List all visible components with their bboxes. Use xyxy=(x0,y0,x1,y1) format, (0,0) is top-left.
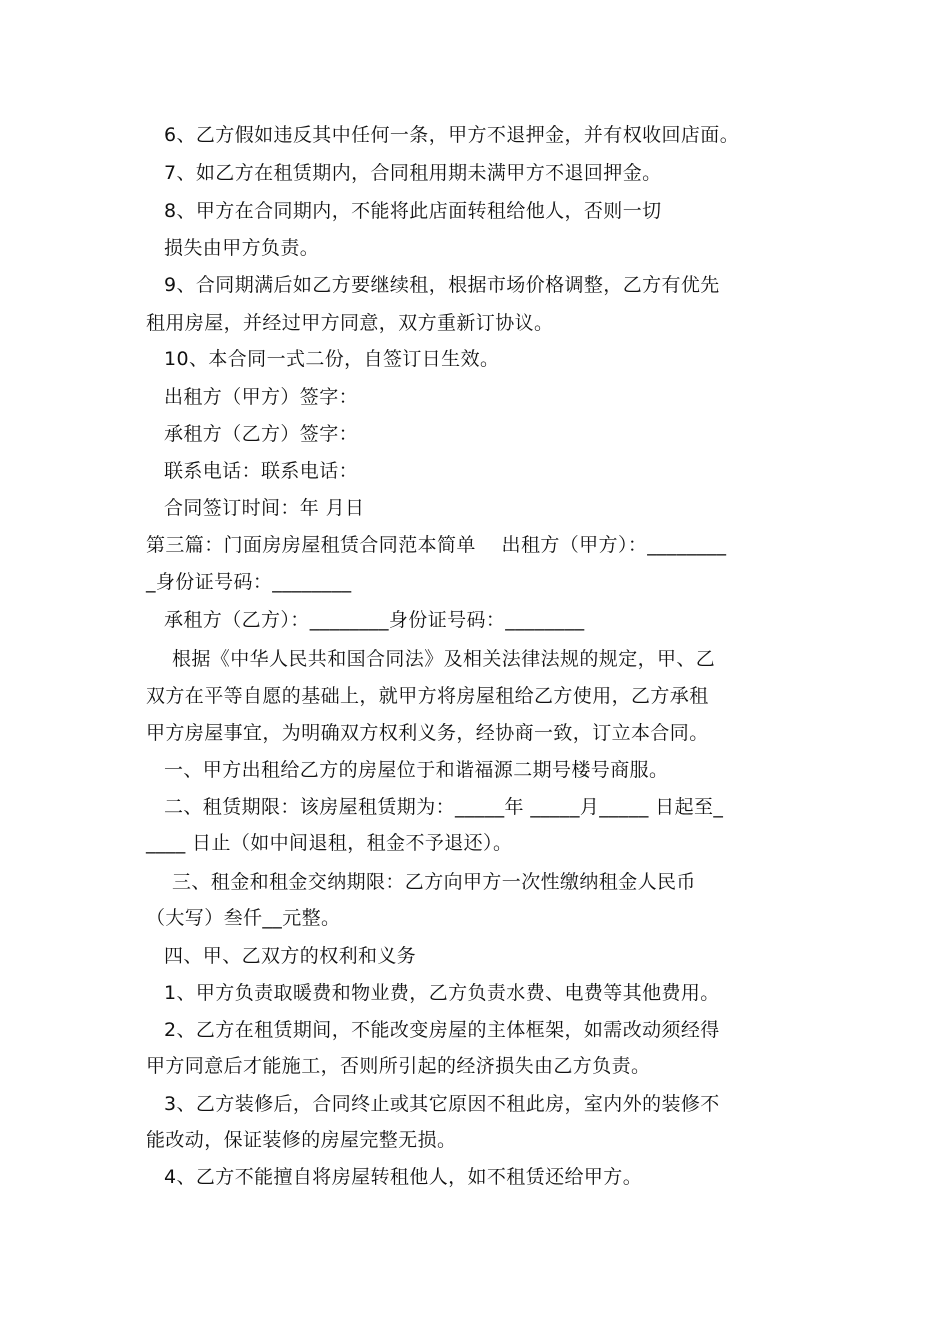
section-three-heading: 第三篇：门面房房屋租赁合同范本简单 出租方（甲方）：________ xyxy=(146,534,727,556)
article-one: 一、甲方出租给乙方的房屋位于和谐福源二期号楼号商服。 xyxy=(164,759,669,781)
clause-9-continued: 租用房屋，并经过甲方同意，双方重新订协议。 xyxy=(146,312,554,334)
clause-9: 9、合同期满后如乙方要继续租，根据市场价格调整，乙方有优先 xyxy=(164,274,720,296)
clause-8: 8、甲方在合同期内，不能将此店面转租给他人，否则一切 xyxy=(164,200,662,222)
article-four-item-3-continued: 能改动，保证装修的房屋完整无损。 xyxy=(146,1129,457,1151)
signing-date: 合同签订时间：年 月日 xyxy=(164,497,365,519)
lessor-signature: 出租方（甲方）签字： xyxy=(164,386,359,408)
clause-10: 10、本合同一式二份，自签订日生效。 xyxy=(164,348,500,370)
article-two: 二、租赁期限：该房屋租赁期为：_____年 _____月_____ 日起至_ xyxy=(164,796,724,818)
preamble-line-3: 甲方房屋事宜，为明确双方权利义务，经协商一致，订立本合同。 xyxy=(146,722,709,744)
clause-6: 6、乙方假如违反其中任何一条，甲方不退押金，并有权收回店面。 xyxy=(164,124,740,146)
lessee-signature: 承租方（乙方）签字： xyxy=(164,423,359,445)
preamble-line-2: 双方在平等自愿的基础上，就甲方将房屋租给乙方使用，乙方承租 xyxy=(146,685,709,707)
article-four-item-2: 2、乙方在租赁期间，不能改变房屋的主体框架，如需改动须经得 xyxy=(164,1019,720,1041)
clause-7: 7、如乙方在租赁期内，合同租用期未满甲方不退回押金。 xyxy=(164,162,662,184)
article-four-heading: 四、甲、乙双方的权利和义务 xyxy=(164,945,417,967)
article-four-item-4: 4、乙方不能擅自将房屋转租他人，如不租赁还给甲方。 xyxy=(164,1166,643,1188)
article-four-item-1: 1、甲方负责取暖费和物业费，乙方负责水费、电费等其他费用。 xyxy=(164,982,720,1004)
preamble-line-1: 根据《中华人民共和国合同法》及相关法律法规的规定，甲、乙 xyxy=(172,648,716,670)
article-four-item-3: 3、乙方装修后，合同终止或其它原因不租此房，室内外的装修不 xyxy=(164,1093,720,1115)
article-four-item-2-continued: 甲方同意后才能施工，否则所引起的经济损失由乙方负责。 xyxy=(146,1055,651,1077)
lessee-info: 承租方（乙方）：________身份证号码：________ xyxy=(164,609,585,631)
contact-phone: 联系电话：联系电话： xyxy=(164,460,359,482)
clause-8-continued: 损失由甲方负责。 xyxy=(164,237,320,259)
article-three-continued: （大写）叁仟__元整。 xyxy=(146,907,341,929)
article-two-continued: ____ 日止（如中间退租，租金不予退还）。 xyxy=(146,832,513,854)
lessor-id-number: _身份证号码：________ xyxy=(146,571,352,593)
article-three: 三、租金和租金交纳期限：乙方向甲方一次性缴纳租金人民币 xyxy=(172,871,696,893)
